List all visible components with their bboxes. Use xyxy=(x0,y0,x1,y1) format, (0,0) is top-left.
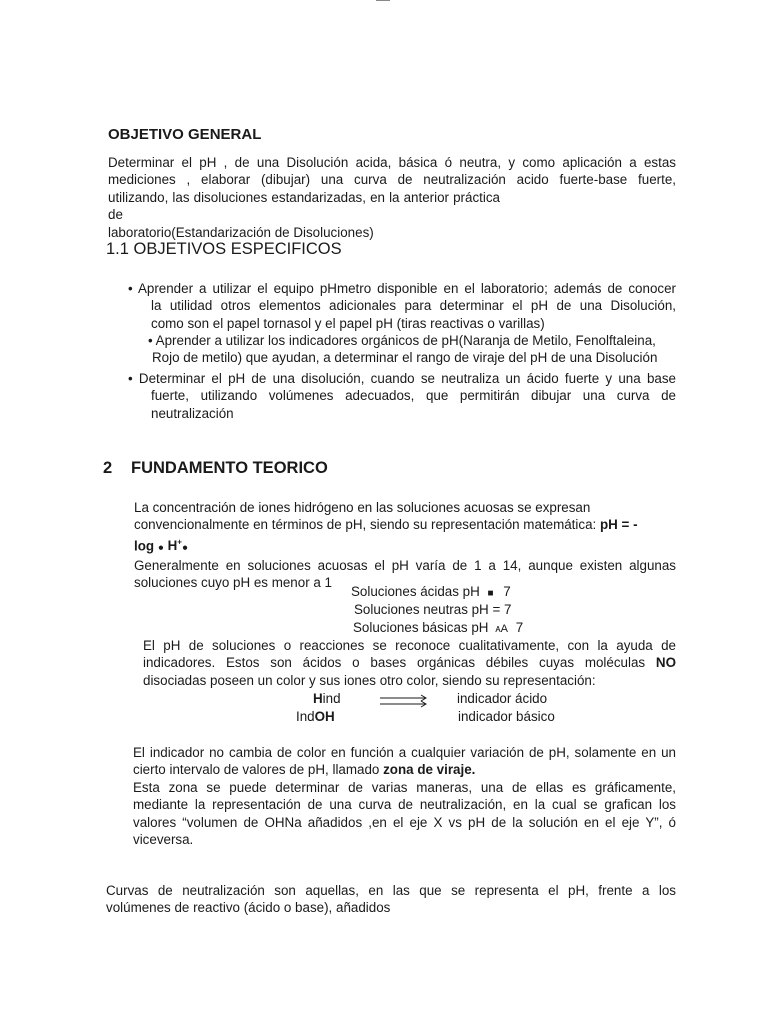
basicas-value: 7 xyxy=(515,620,524,635)
fundamento-paragraph-4 xyxy=(133,744,676,848)
acidas-row xyxy=(351,584,511,599)
bracket-right-icon: ● xyxy=(181,542,188,554)
basicas-row xyxy=(353,620,523,635)
text-line: El indicador no cambia de color en función a cualquier variación de pH, solamente en un xyxy=(133,745,676,760)
bullet-item xyxy=(148,332,676,367)
text-line: • Aprender a utilizar el equipo pHmetro disponible en el laboratorio; además de conocer xyxy=(128,281,676,296)
acidas-value: 7 xyxy=(503,584,511,599)
section-number: 2 xyxy=(103,459,113,477)
text-line: fuerte, utilizando volúmenes adecuados, que permitirán dibujar una curva de xyxy=(151,388,676,404)
hind-formula: Hind xyxy=(313,691,341,706)
bracket-left-icon: ● xyxy=(157,542,164,554)
text-line: La concentración de iones hidrógeno en las soluciones acuosas se expresan xyxy=(134,500,591,515)
text-line: neutralización xyxy=(151,405,234,421)
text-line: utilizando, las disoluciones estandarizadas, en la anterior práctica de xyxy=(108,189,500,223)
text-line: Esta zona se puede determinar de varias maneras, una de ellas es gráficamente, xyxy=(133,779,676,795)
heading-fundamento-teorico: FUNDAMENTO TEORICO xyxy=(131,459,328,477)
text-line: viceversa. xyxy=(133,832,194,848)
text-line: como son el papel tornasol y el papel pH (tiras reactivas o varillas) xyxy=(151,315,545,331)
bullet-item xyxy=(128,280,676,332)
text-line: mediciones , elaborar (dibujar) una curva de neutralización acido fuerte-base fuerte, xyxy=(108,172,676,188)
greater-than-icon: ᴀA xyxy=(495,623,509,635)
text-line: • Aprender a utilizar los indicadores orgánicos de pH(Naranja de Metilo, Fenolftaleina, xyxy=(148,333,656,348)
formula-fragment: pH = - xyxy=(599,517,638,533)
log-text: log xyxy=(134,538,155,554)
text-line: mediante la representación de una curva de neutralización, en la cual se grafican los xyxy=(133,797,676,813)
text-line: Generalmente en soluciones acuosas el pH varía de 1 a 14, aunque existen algunas xyxy=(134,557,676,573)
text-line xyxy=(134,516,676,533)
text-line: El pH de soluciones o reacciones se reconoce cualitativamente, con la ayuda de xyxy=(143,638,676,653)
text-line: soluciones cuyo pH es menor a 1 xyxy=(134,575,332,591)
basicas-label: Soluciones básicas pH xyxy=(353,620,489,635)
objetivo-general-paragraph xyxy=(108,154,676,241)
neutras-row xyxy=(354,602,511,617)
fundamento-paragraph-1 xyxy=(134,499,676,592)
text-line: valores “volumen de OHNa añadidos ,en el eje X vs pH de la solución en el eje Y”, ó xyxy=(133,814,676,830)
hind-label: indicador ácido xyxy=(457,691,548,706)
fundamento-paragraph-3 xyxy=(143,637,676,689)
heading-objetivos-especificos: 1.1 OBJETIVOS ESPECIFICOS xyxy=(106,240,342,258)
text-line: volúmenes de reactivo (ácido o base), añadidos xyxy=(106,900,391,916)
top-mark xyxy=(376,0,390,1)
text-line: Determinar el pH , de una Disolución acida, básica ó neutra, y como aplicación a estas xyxy=(108,155,676,170)
indoh-formula: IndOH xyxy=(296,709,335,724)
neutras-label: Soluciones neutras pH = 7 xyxy=(354,602,512,617)
text-line: • Determinar el pH de una disolución, cuando se neutraliza un ácido fuerte y una base xyxy=(128,371,676,386)
equilibrium-arrow-icon xyxy=(380,694,428,708)
h-ion: H+ xyxy=(167,537,182,554)
text-line: cierto intervalo de valores de pH, llamado zona de viraje. xyxy=(133,762,476,778)
heading-objetivo-general: OBJETIVO GENERAL xyxy=(108,126,262,143)
fundamento-paragraph-6 xyxy=(106,882,676,917)
text-line: laboratorio(Estandarización de Disoluciones) xyxy=(108,224,374,240)
less-than-icon: ■ xyxy=(487,588,494,599)
text-line: disociadas poseen un color y sus iones otro color, siendo su representación: xyxy=(143,672,596,688)
text-line: la utilidad otros elementos adicionales para determinar el pH de una Disolución, xyxy=(151,298,676,314)
text-line: indicadores. Estos son ácidos o bases orgánicas débiles cuyas moléculas NO xyxy=(143,655,676,671)
text-fragment: convencionalmente en términos de pH, siendo su representación matemática: xyxy=(134,517,600,533)
indoh-label: indicador básico xyxy=(458,709,555,724)
text-line: Curvas de neutralización son aquellas, en las que se representa el pH, frente a los xyxy=(106,883,676,898)
text-line: Rojo de metilo) que ayudan, a determinar el rango de viraje del pH de una Disolución xyxy=(152,350,658,366)
bullet-item xyxy=(128,370,676,422)
acidas-label: Soluciones ácidas pH xyxy=(351,584,480,599)
formula-line xyxy=(134,534,676,557)
